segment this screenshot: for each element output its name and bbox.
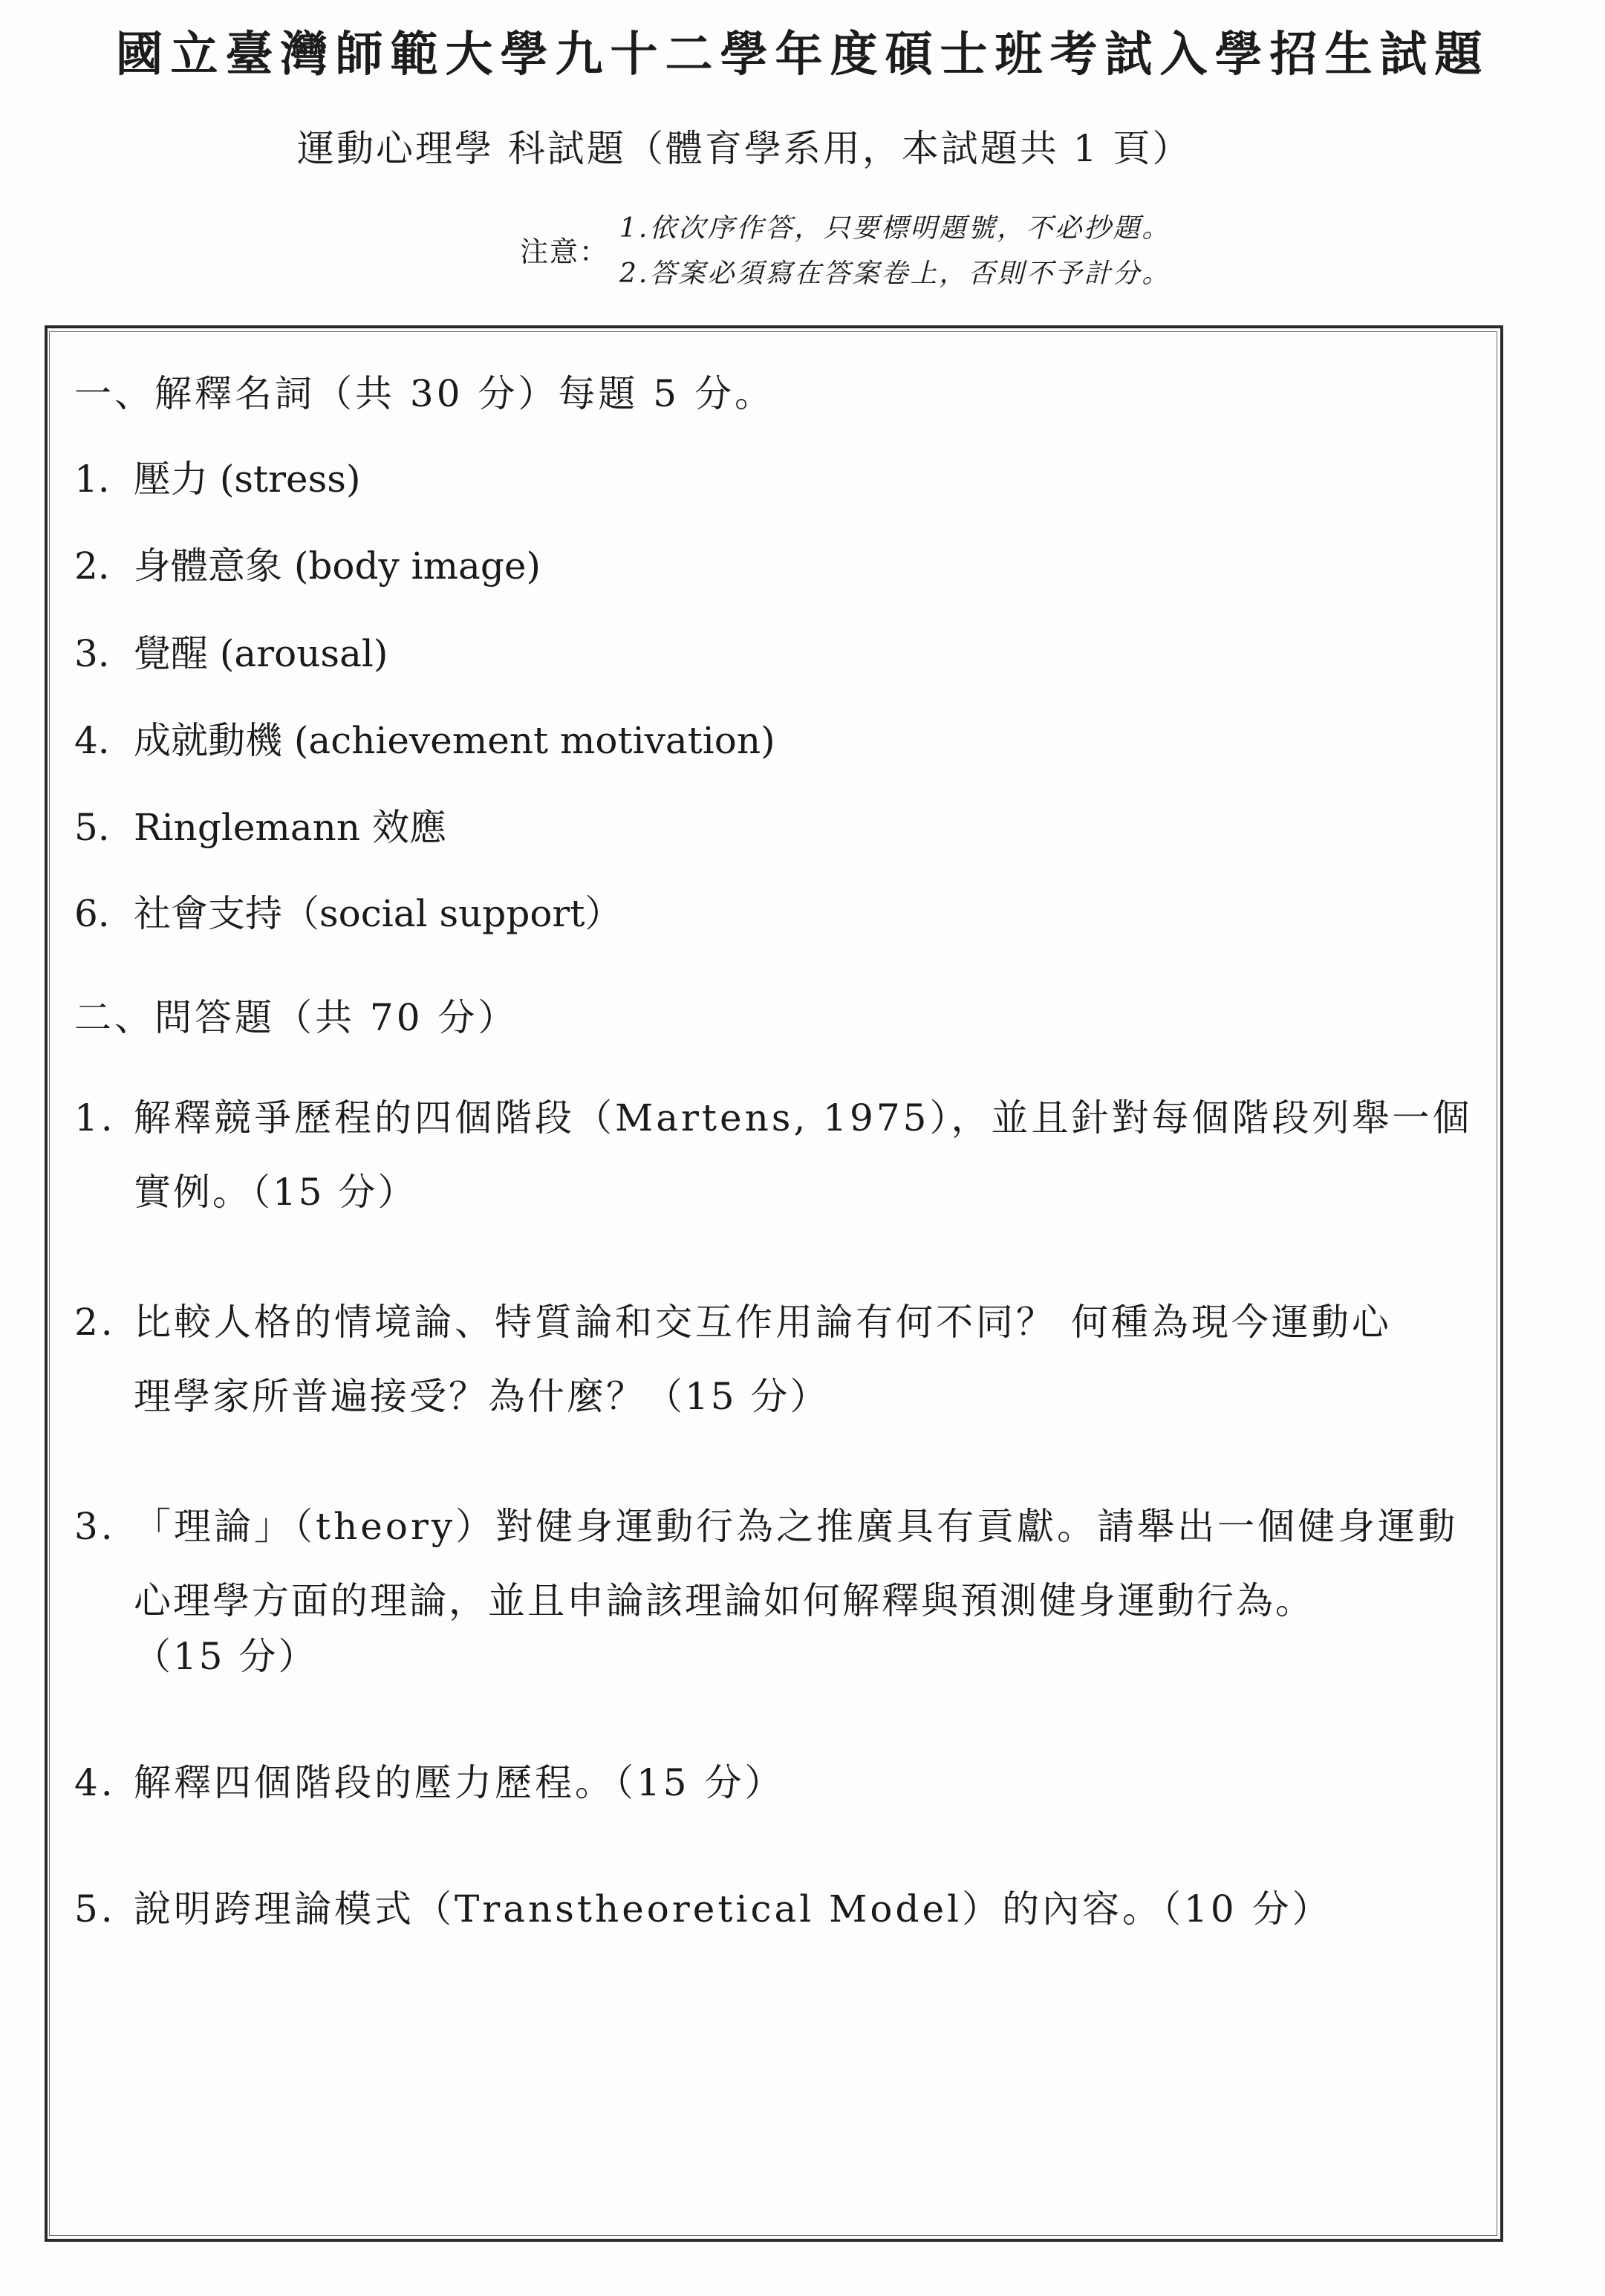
question-item [74, 1292, 1392, 1346]
subject-line: 運動心理學 科試題（體育學系用，本試題共 1 頁） [297, 127, 1192, 170]
notice-item: 1.依次序作答，只要標明題號，不必抄題。 [619, 213, 1171, 244]
question-text-continued: 理學家所普遍接受？為什麼？（15 分） [134, 1375, 830, 1418]
exam-title: 國立臺灣師範大學九十二學年度碩士班考試入學招生試題 [115, 27, 1490, 82]
question-item [74, 1497, 1458, 1550]
term-text: Ringlemann 效應 [134, 806, 446, 849]
question-text: 說明跨理論模式（Transtheoretical Model）的內容。（10 分） [134, 1887, 1332, 1931]
question-text: 比較人格的情境論、特質論和交互作用論有何不同？ 何種為現今運動心 [134, 1301, 1392, 1344]
term-text: 覺醒 (arousal) [134, 632, 388, 675]
term-item [74, 798, 446, 851]
notice-item: 2.答案必須寫在答案卷上，否則不予計分。 [619, 258, 1171, 289]
question-text-continued: （15 分） [134, 1635, 318, 1678]
term-text: 壓力 (stress) [134, 458, 361, 501]
question-text: 解釋四個階段的壓力歷程。（15 分） [134, 1761, 785, 1804]
term-text: 身體意象 (body image) [134, 544, 541, 588]
term-number: 1. [74, 458, 110, 501]
question-item [74, 1879, 1332, 1933]
section-1-heading: 一、解釋名詞（共 30 分）每題 5 分。 [74, 372, 775, 415]
question-text: 解釋競爭歷程的四個階段（Martens, 1975），並且針對每個階段列舉一個 [134, 1096, 1473, 1139]
term-item [74, 711, 775, 764]
question-number: 5. [74, 1887, 116, 1931]
section-2-heading: 二、問答題（共 70 分） [74, 996, 518, 1039]
notice-block [520, 208, 1171, 290]
question-number: 4. [74, 1761, 116, 1804]
question-text-continued: 心理學方面的理論，並且申論該理論如何解釋與預測健身運動行為。 [134, 1579, 1315, 1622]
question-item [74, 1088, 1472, 1142]
term-number: 4. [74, 719, 110, 762]
question-number: 1. [74, 1096, 116, 1139]
term-item [74, 624, 388, 677]
question-item [74, 1753, 785, 1806]
exam-question-box [45, 325, 1503, 2242]
term-text: 成就動機 (achievement motivation) [134, 719, 775, 762]
question-text: 「理論」（theory）對健身運動行為之推廣具有貢獻。請舉出一個健身運動 [134, 1505, 1459, 1548]
question-number: 3. [74, 1505, 116, 1548]
question-number: 2. [74, 1301, 116, 1344]
term-text: 社會支持（social support） [134, 892, 622, 935]
term-number: 5. [74, 806, 110, 849]
term-item [74, 884, 622, 937]
term-number: 2. [74, 544, 110, 588]
term-number: 6. [74, 892, 110, 935]
term-number: 3. [74, 632, 110, 675]
notice-list [619, 207, 1171, 290]
term-item [74, 449, 360, 503]
question-text-continued: 實例。（15 分） [134, 1171, 417, 1214]
term-item [74, 536, 541, 590]
notice-label: 注意： [520, 235, 610, 268]
